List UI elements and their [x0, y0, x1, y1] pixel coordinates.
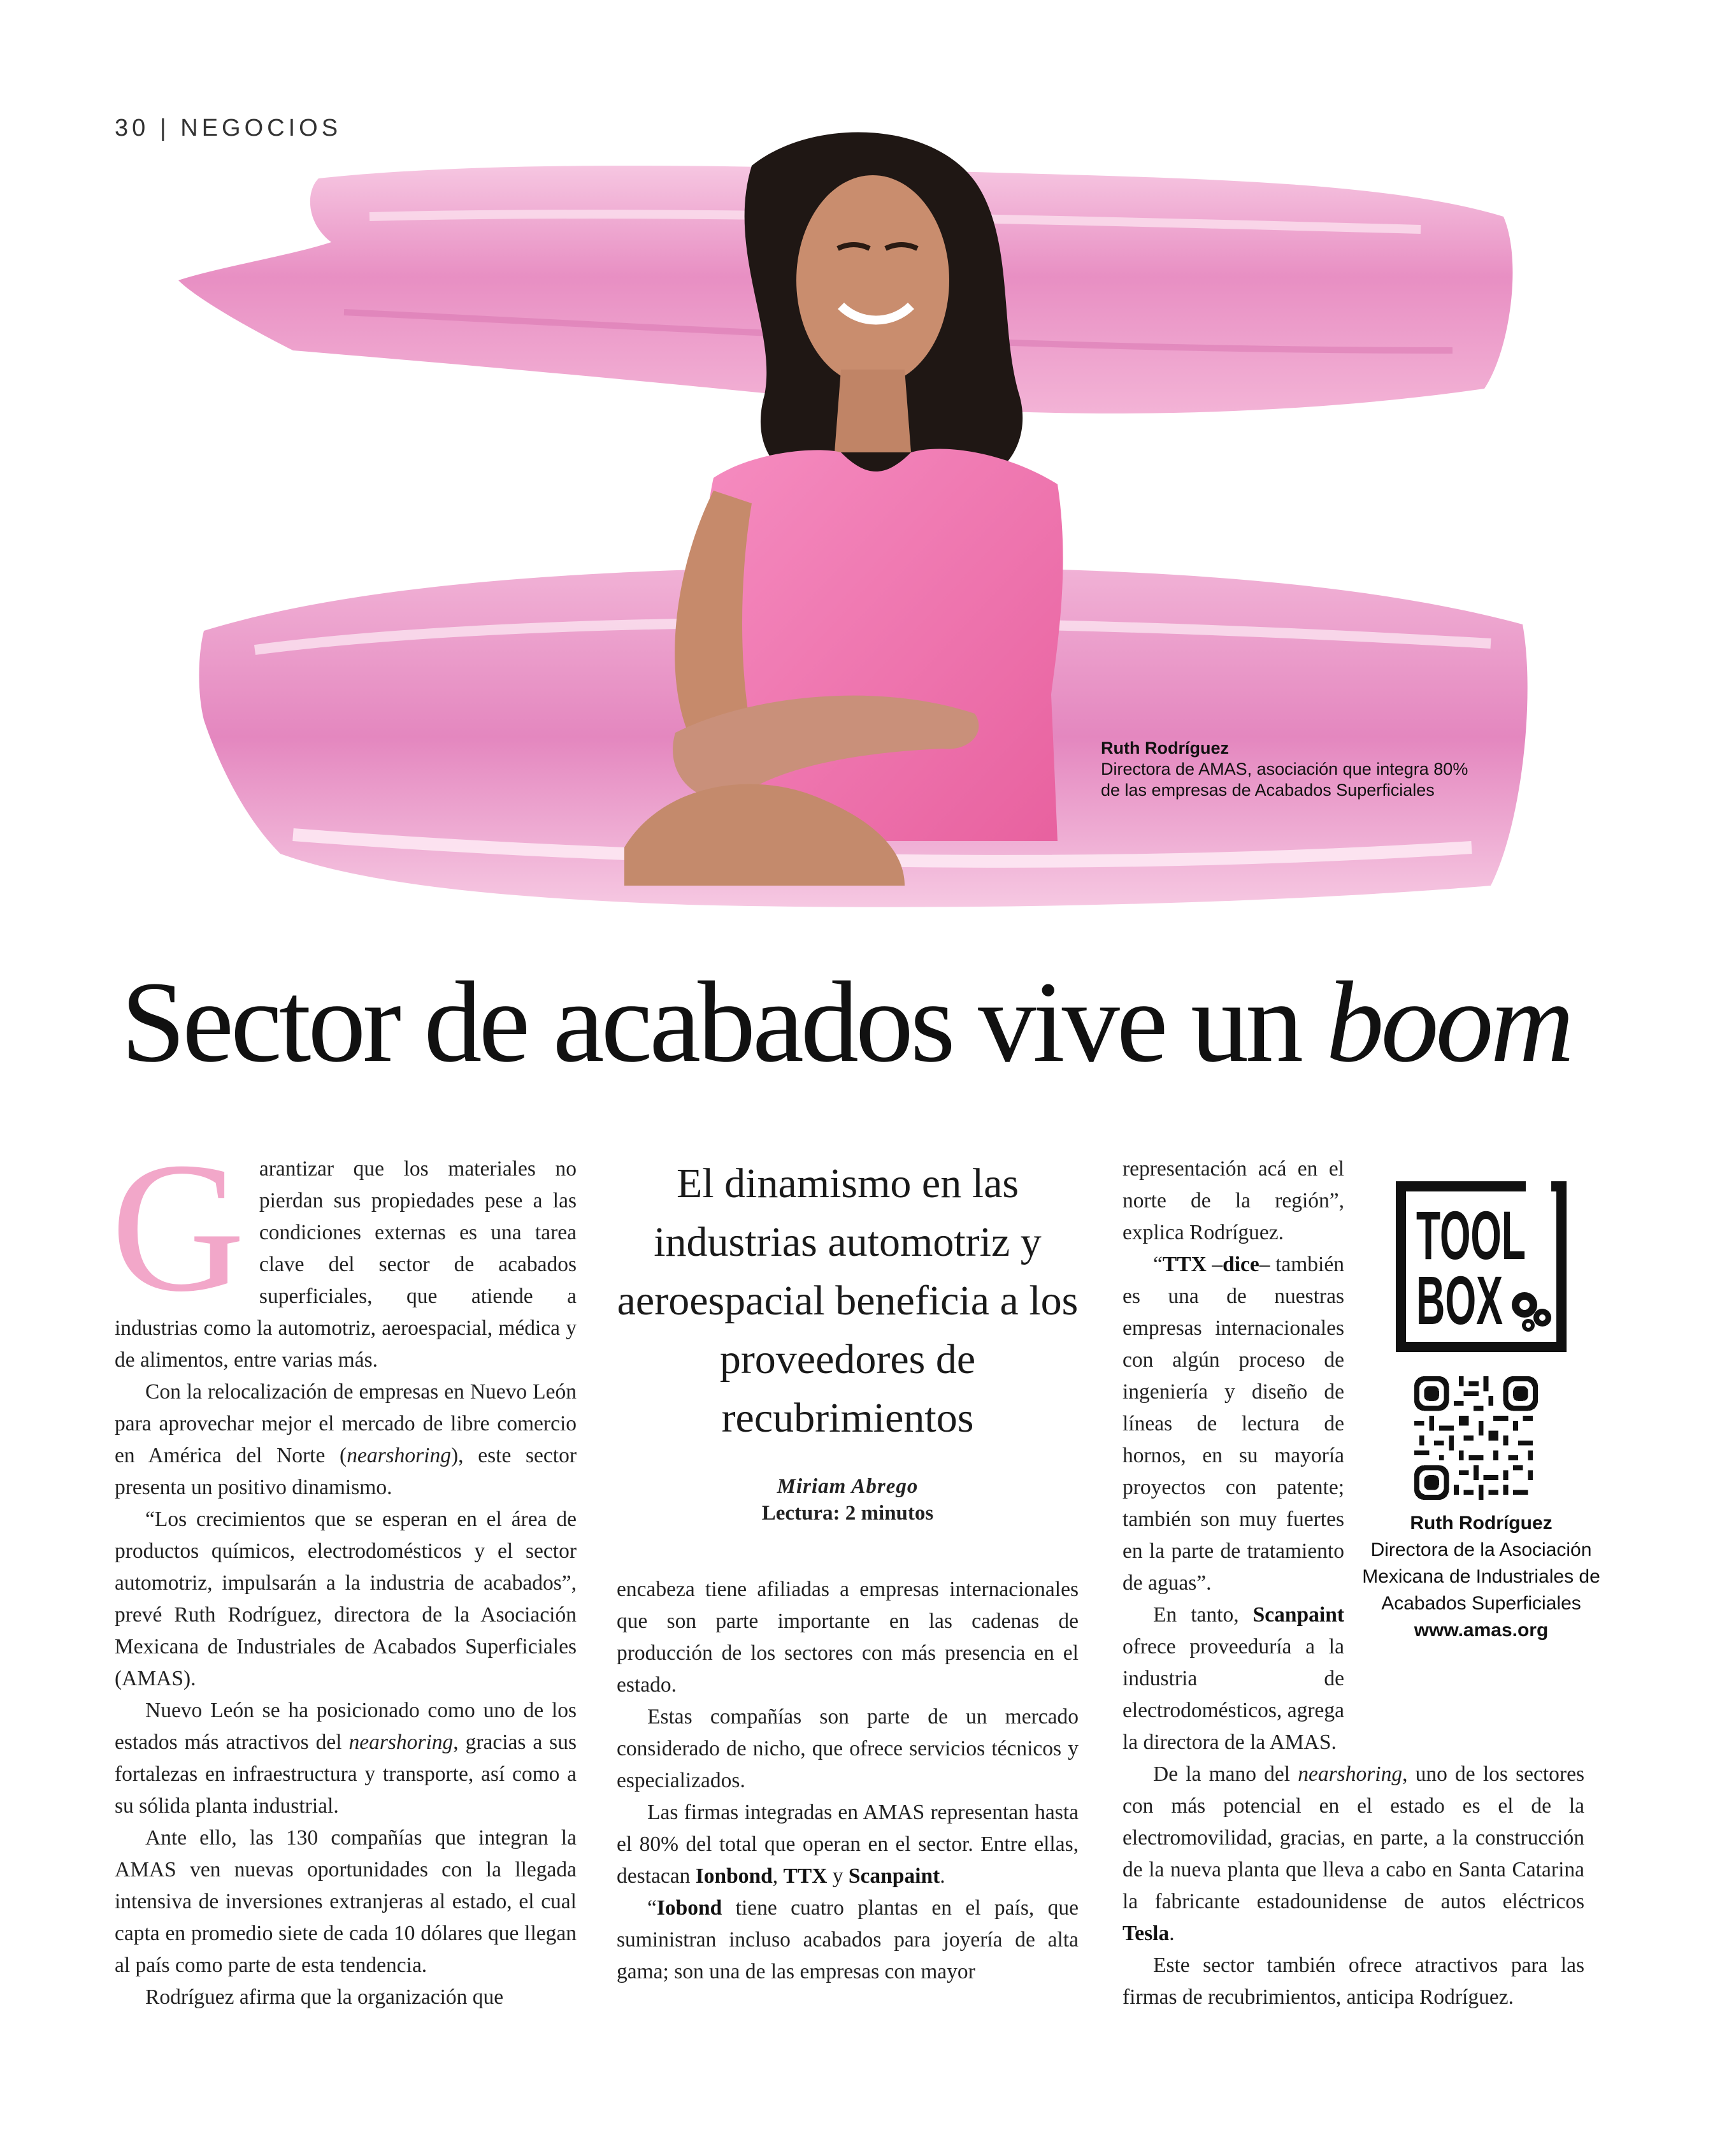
byline [617, 1473, 1079, 1527]
caption-line: de las empresas de Acabados Superficiales [1101, 781, 1435, 800]
headline-main: Sector de acabados vive un [121, 958, 1326, 1086]
page-folio: 30 | NEGOCIOS [115, 115, 342, 141]
qr-code [1414, 1376, 1538, 1500]
body-paragraph: “Los crecimientos que se esperan en el área de productos químicos, electrodomésticos y el sector automotriz, impulsarán a la industria de acabados”, prevé Ruth Rodríguez, directora de la Asociación Mexicana de Industriales de Acabados Superficiales (AMAS). [115, 1507, 577, 1690]
body-paragraph: Ante ello, las 130 compañías que integran la AMAS ven nuevas oportunidades con la llegada intensiva de inversiones extranjeras al estado, el cual capta en promedio siete de cada 10 dólares que llegan al país como parte de esta tendencia. [115, 1826, 577, 1977]
toolbox-role: Directora de la Asociación Mexicana de Industriales de Acabados Superficiales [1362, 1539, 1600, 1614]
body-paragraph: Nuevo León se ha posicionado como uno de los estados más atractivos del nearshoring, gracias a sus fortalezas en infraestructura y transporte, así como a su sólida planta industrial. [115, 1699, 577, 1818]
body-paragraph: Estas compañías son parte de un mercado considerado de nicho, que ofrece servicios técnicos y especializados. [617, 1705, 1079, 1792]
article-deck: El dinamismo en las industrias automotriz y aeroespacial beneficia a los proveedores de recubrimientos [617, 1160, 1079, 1441]
body-paragraph: representación acá en el norte de la región”, explica Rodríguez. [1123, 1157, 1344, 1244]
hero-photo [178, 121, 1554, 943]
body-paragraph: Este sector también ofrece atractivos para las firmas de recubrimientos, anticipa Rodríguez. [1123, 1953, 1584, 2009]
narrow-text-block [1123, 1153, 1344, 1759]
body-paragraph: Las firmas integradas en AMAS representan hasta el 80% del total que operan en el sector. Entre ellas, destacan Ionbond, TTX y Scanpaint. [617, 1801, 1079, 1888]
toolbox-info [1351, 1510, 1612, 1644]
body-paragraph: Garantizar que los materiales no pierdan sus propiedades pese a las condiciones externas es una tarea clave del sector de acabados superficiales, que atiende a industrias como la automotriz, aeroespacial, médica y de alimentos, entre varias más. [111, 1125, 577, 1372]
body-paragraph: Con la relocalización de empresas en Nuevo León para aprovechar mejor el mercado de libre comercio en América del Norte (nearshoring), este sector presenta un positivo dinamismo. [115, 1380, 577, 1499]
toolbox-url-link[interactable]: www.amas.org [1414, 1620, 1549, 1641]
body-paragraph: encabeza tiene afiliadas a empresas internacionales que son parte importante en las cadenas de producción de los sectores con más presencia en el estado. [617, 1578, 1079, 1697]
body-paragraph: De la mano del nearshoring, uno de los sectores con más potencial en el estado es el de la electromovilidad, gracias, en parte, a la construcción de la nueva planta que lleva a cabo en Santa Catarina la fabricante estadounidense de autos eléctricos Tesla. [1123, 1762, 1584, 1945]
body-paragraph: En tanto, Scanpaint ofrece proveeduría a la industria de electrodomésticos, agrega la directora de la AMAS. [1123, 1603, 1344, 1754]
reading-time: Lectura: 2 minutos [761, 1502, 934, 1525]
neck [835, 370, 911, 452]
author-name: Miriam Abrego [777, 1475, 919, 1498]
body-paragraph: “Iobond tiene cuatro plantas en el país, que suministran incluso acabados para joyería de alta gama; son una de las empresas con mayor [617, 1896, 1079, 1983]
body-paragraph: Rodríguez afirma que la organización que [145, 1985, 504, 2009]
toolbox-name: Ruth Rodríguez [1410, 1513, 1553, 1534]
body-column-2 [617, 1574, 1079, 1988]
toolbox-word-2: BOX [1416, 1262, 1503, 1339]
caption-name: Ruth Rodríguez [1101, 738, 1229, 758]
photo-caption [1101, 738, 1547, 801]
headline-italic: boom [1326, 958, 1571, 1086]
toolbox-word-1: TOOL [1416, 1197, 1526, 1274]
gears-icon [1512, 1292, 1551, 1332]
drop-cap: G [111, 1125, 245, 1330]
body-paragraph: “TTX –dice– también es una de nuestras empresas internacionales con algún proceso de ingeniería y diseño de líneas de lectura de hornos, en su mayoría proyectos con patente; también son muy fuertes en la parte de tratamiento de aguas”. [1123, 1253, 1344, 1595]
article-headline [121, 956, 1612, 1090]
body-column-1 [111, 1125, 577, 2013]
caption-line: Directora de AMAS, asociación que integra 80% [1101, 759, 1468, 779]
face [796, 175, 949, 385]
toolbox-logo [1392, 1177, 1570, 1356]
